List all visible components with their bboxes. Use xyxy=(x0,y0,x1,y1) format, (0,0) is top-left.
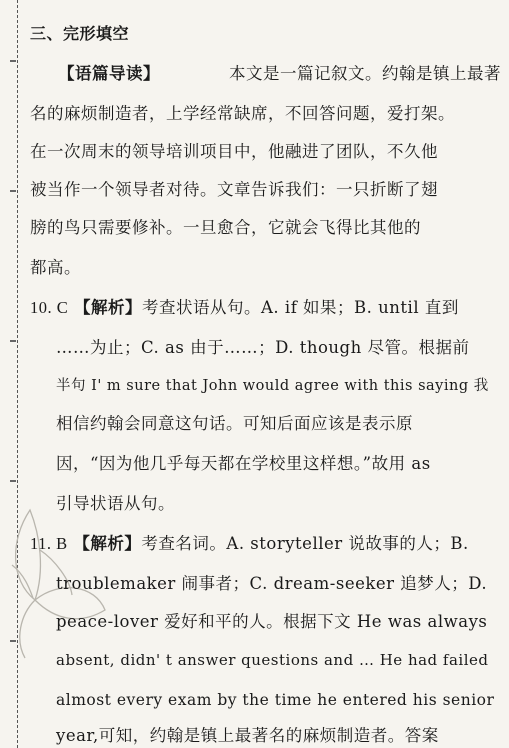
item-10-tag: 【解析】 xyxy=(74,298,143,317)
intro-line-3: 在一次周末的领导培训项目中，他融进了团队，不久他 xyxy=(30,142,438,161)
item-11-line-1 xyxy=(30,534,501,554)
item-10-line-6: 引导状语从句。 xyxy=(56,494,175,513)
section-heading: 三、完形填空 xyxy=(30,24,130,43)
item-10-first: 考查状语从句。A. if 如果；B. until 直到 xyxy=(142,298,459,317)
item-10-line-4: 相信约翰会同意这句话。可知后面应该是表示原 xyxy=(56,414,413,433)
intro-line-4: 被当作一个领导者对待。文章告诉我们：一只折断了翅 xyxy=(30,180,438,199)
intro-text: 本文是一篇记叙文。约翰是镇上最著 xyxy=(229,64,501,83)
intro-line-2: 名的麻烦制造者，上学经常缺席，不回答问题，爱打架。 xyxy=(30,104,455,123)
binding-mark xyxy=(10,480,16,482)
item-11-line-4: absent, didn' t answer questions and … He had failed xyxy=(56,651,489,669)
item-10-line-2: ……为止；C. as 由于……；D. though 尽管。根据前 xyxy=(56,338,470,357)
item-11-tag: 【解析】 xyxy=(73,534,142,553)
item-11-line-6: year,可知，约翰是镇上最著名的麻烦制造者。答案 xyxy=(56,726,439,745)
item-11-number: 11. B xyxy=(30,534,68,553)
item-10-number: 10. C xyxy=(30,298,69,317)
intro-line-1 xyxy=(58,64,501,84)
binding-mark xyxy=(10,340,16,342)
item-11-line-2: troublemaker 闹事者；C. dream-seeker 追梦人；D. xyxy=(56,574,488,593)
item-10-line-1 xyxy=(30,298,501,318)
item-11-line-3: peace-lover 爱好和平的人。根据下文 He was always xyxy=(56,612,488,631)
item-10-line-5: 因，“因为他几乎每天都在学校里这样想。”故用 as xyxy=(56,454,431,473)
item-11-line-5: almost every exam by the time he entered his senior xyxy=(56,691,495,709)
intro-tag: 【语篇导读】 xyxy=(58,64,160,83)
binding-mark xyxy=(10,60,16,62)
intro-line-5: 膀的鸟只需要修补。一旦愈合，它就会飞得比其他的 xyxy=(30,218,421,237)
binding-mark xyxy=(10,190,16,192)
item-10-line-3: 半句 I' m sure that John would agree with this saying 我 xyxy=(56,378,489,394)
item-11-first: 考查名词。A. storyteller 说故事的人；B. xyxy=(141,534,469,553)
intro-line-6: 都高。 xyxy=(30,258,81,277)
